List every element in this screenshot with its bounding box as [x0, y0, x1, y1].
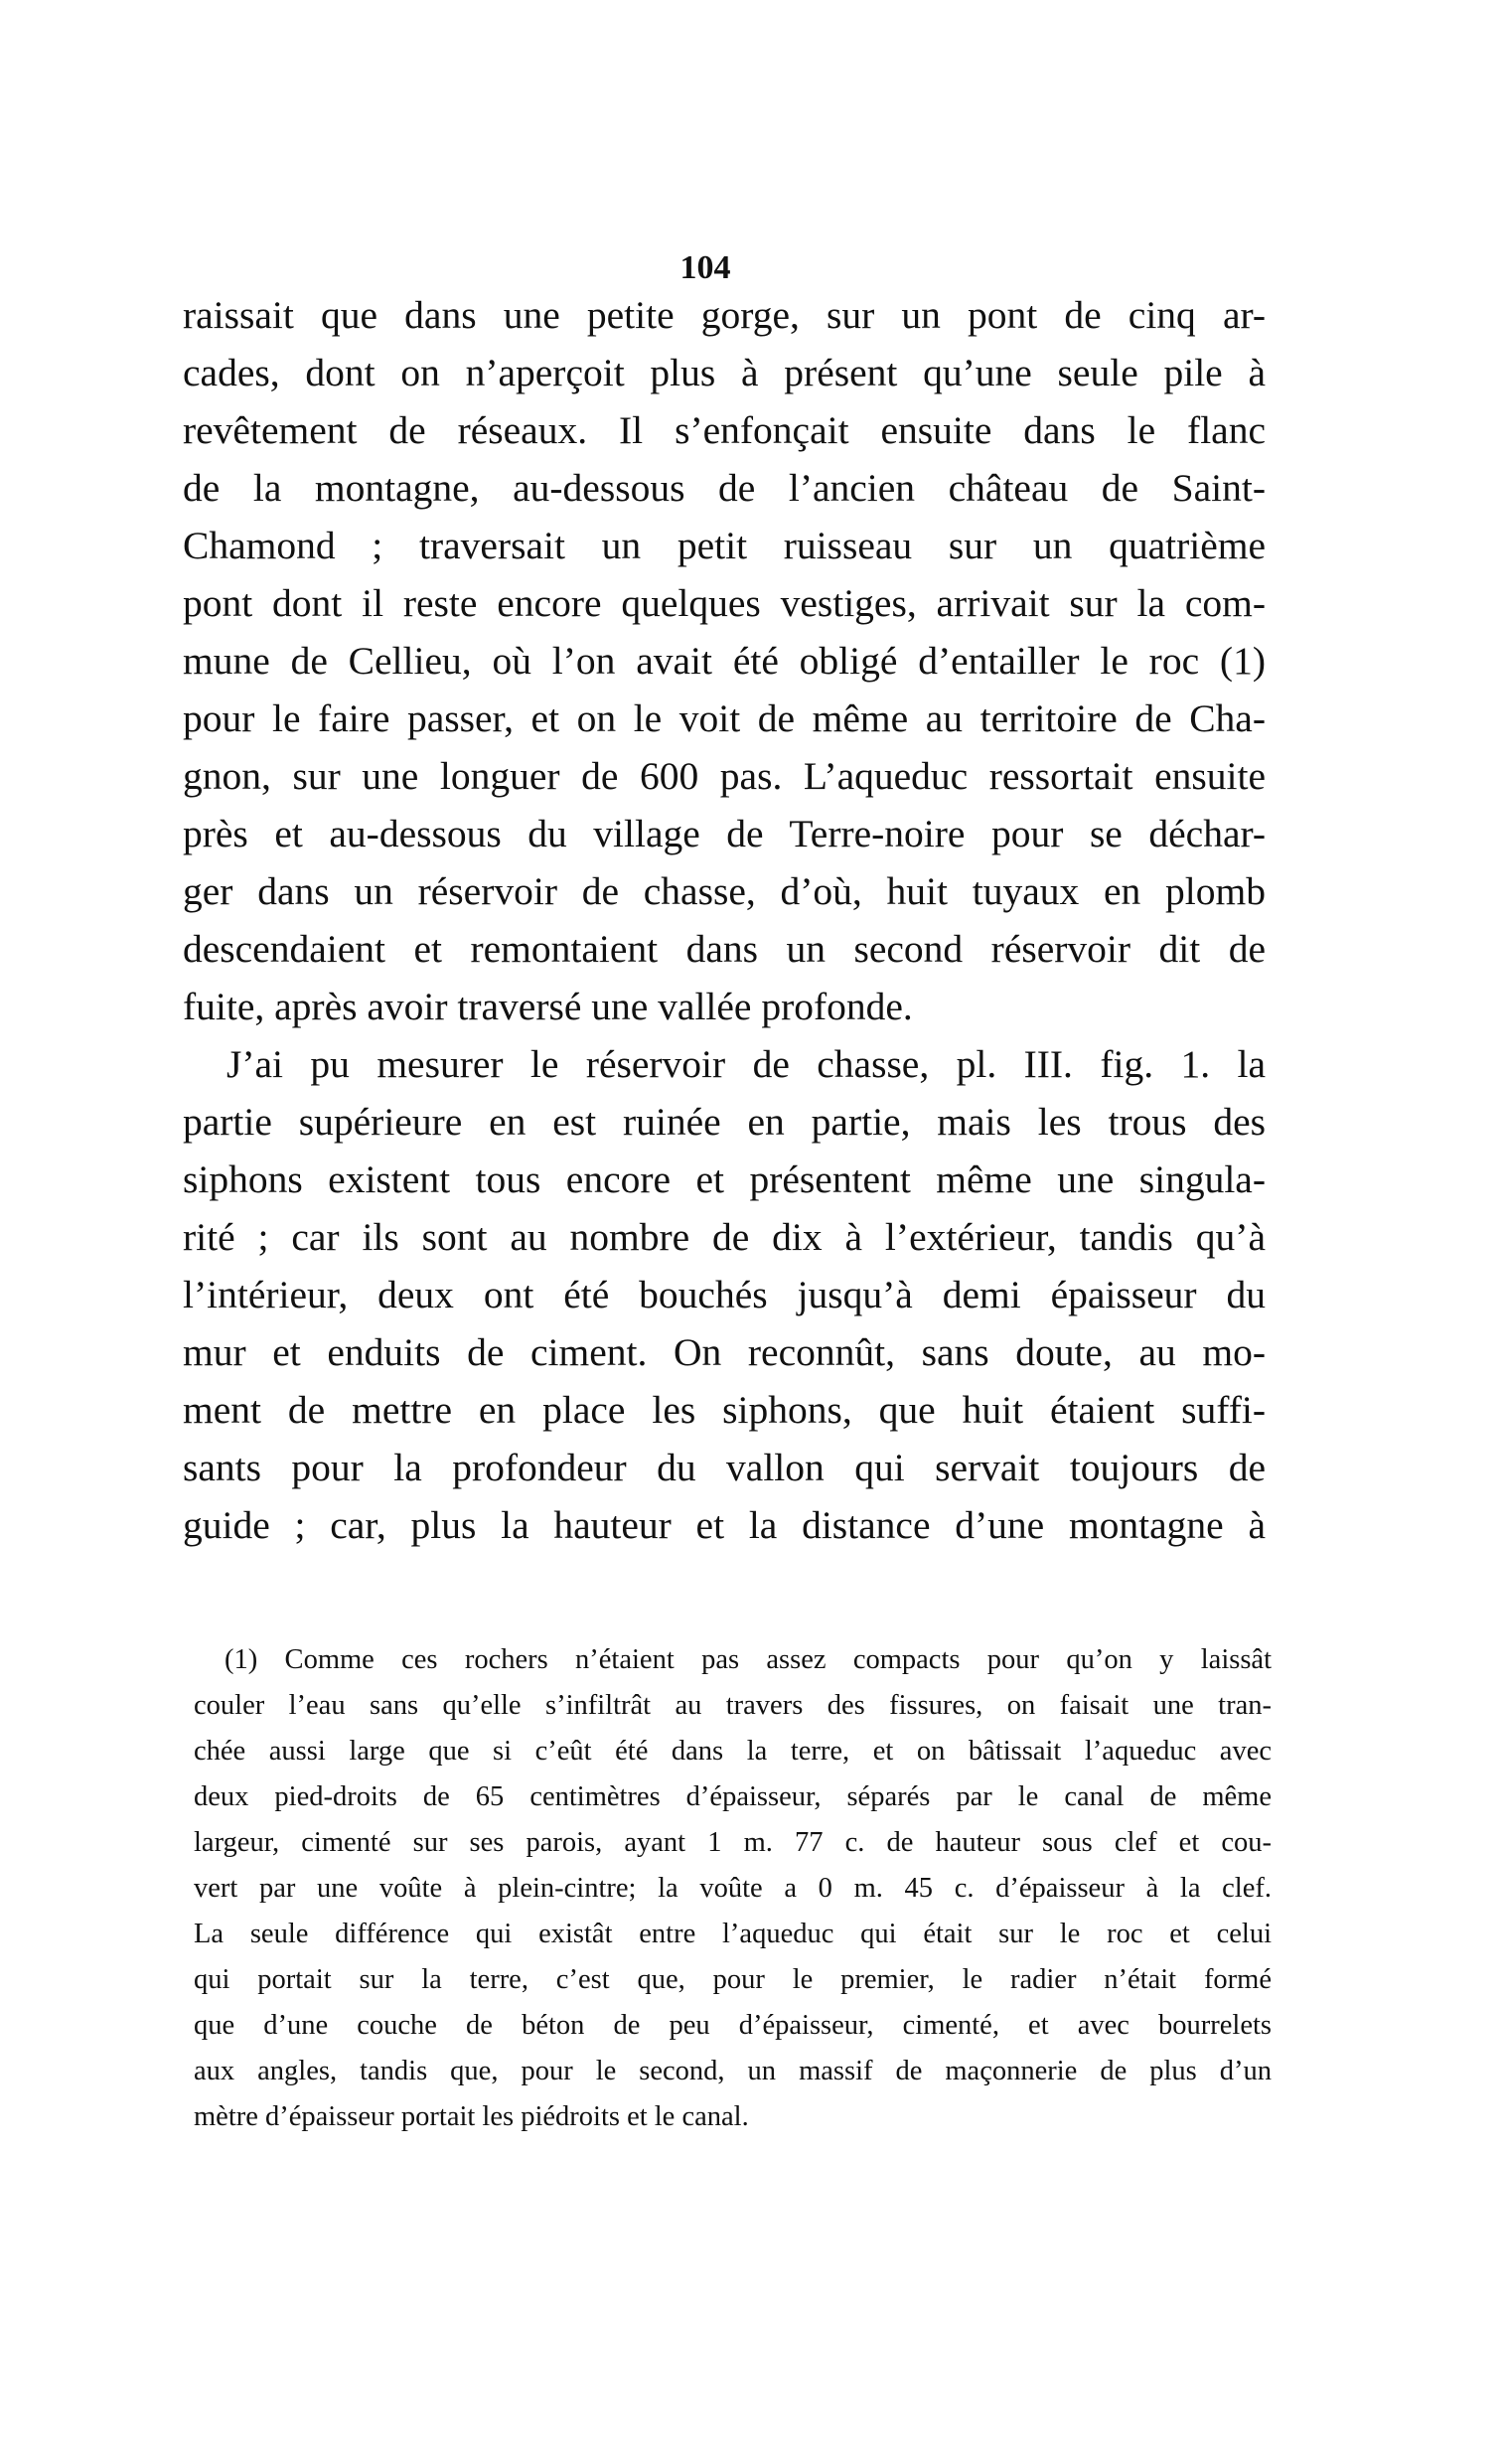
footnote-line: La seule différence qui existât entre l’aqueduc qui était sur le roc et celui — [194, 1919, 1272, 1949]
body-text-line: mur et enduits de ciment. On reconnût, sans doute, au mo- — [183, 1330, 1266, 1374]
body-text-line: rité ; car ils sont au nombre de dix à l’extérieur, tandis qu’à — [183, 1215, 1266, 1259]
body-text-line: sants pour la profondeur du vallon qui servait toujours de — [183, 1446, 1266, 1489]
footnote-line: couler l’eau sans qu’elle s’infiltrât au travers des fissures, on faisait une tran- — [194, 1690, 1272, 1721]
body-text-line: Chamond ; traversait un petit ruisseau sur un quatrième — [183, 524, 1266, 567]
body-text-line: ger dans un réservoir de chasse, d’où, huit tuyaux en plomb — [183, 869, 1266, 913]
footnote-line: aux angles, tandis que, pour le second, un massif de maçonnerie de plus d’un — [194, 2056, 1272, 2086]
footnote-line: (1) Comme ces rochers n’étaient pas assez compacts pour qu’on y laissât — [225, 1644, 1272, 1675]
body-text-line: pont dont il reste encore quelques vestiges, arrivait sur la com- — [183, 581, 1266, 625]
body-text-line: l’intérieur, deux ont été bouchés jusqu’à demi épaisseur du — [183, 1273, 1266, 1316]
body-text-line: siphons existent tous encore et présentent même une singula- — [183, 1157, 1266, 1201]
footnote-line: qui portait sur la terre, c’est que, pour le premier, le radier n’était formé — [194, 1964, 1272, 1995]
page-number: 104 — [679, 249, 731, 286]
footnote-line: vert par une voûte à plein-cintre; la voûte a 0 m. 45 c. d’épaisseur à la clef. — [194, 1873, 1272, 1904]
body-text-line: guide ; car, plus la hauteur et la distance d’une montagne à — [183, 1503, 1266, 1547]
footnote-line: chée aussi large que si c’eût été dans la terre, et on bâtissait l’aqueduc avec — [194, 1736, 1272, 1767]
footnote-line: deux pied-droits de 65 centimètres d’épaisseur, séparés par le canal de même — [194, 1781, 1272, 1812]
footnote-line: largeur, cimenté sur ses parois, ayant 1 m. 77 c. de hauteur sous clef et cou- — [194, 1827, 1272, 1858]
body-text-line: cades, dont on n’aperçoit plus à présent qu’une seule pile à — [183, 351, 1266, 394]
body-text-line: descendaient et remontaient dans un second réservoir dit de — [183, 927, 1266, 971]
body-text-line: de la montagne, au-dessous de l’ancien château de Saint- — [183, 466, 1266, 510]
body-text-line: gnon, sur une longuer de 600 pas. L’aqueduc ressortait ensuite — [183, 754, 1266, 798]
body-text-line: fuite, après avoir traversé une vallée profonde. — [183, 985, 913, 1028]
body-text-line: mune de Cellieu, où l’on avait été obligé d’entailler le roc (1) — [183, 639, 1266, 683]
body-text-line: J’ai pu mesurer le réservoir de chasse, pl. III. fig. 1. la — [226, 1042, 1266, 1086]
footnote-line: mètre d’épaisseur portait les piédroits et le canal. — [194, 2101, 749, 2132]
body-text-line: raissait que dans une petite gorge, sur un pont de cinq ar- — [183, 293, 1266, 337]
body-text-line: pour le faire passer, et on le voit de même au territoire de Cha- — [183, 696, 1266, 740]
footnote-line: que d’une couche de béton de peu d’épaisseur, cimenté, et avec bourrelets — [194, 2010, 1272, 2041]
body-text-line: près et au-dessous du village de Terre-noire pour se déchar- — [183, 812, 1266, 855]
body-text-line: partie supérieure en est ruinée en partie, mais les trous des — [183, 1100, 1266, 1144]
body-text-line: ment de mettre en place les siphons, que huit étaient suffi- — [183, 1388, 1266, 1432]
body-text-line: revêtement de réseaux. Il s’enfonçait ensuite dans le flanc — [183, 408, 1266, 452]
